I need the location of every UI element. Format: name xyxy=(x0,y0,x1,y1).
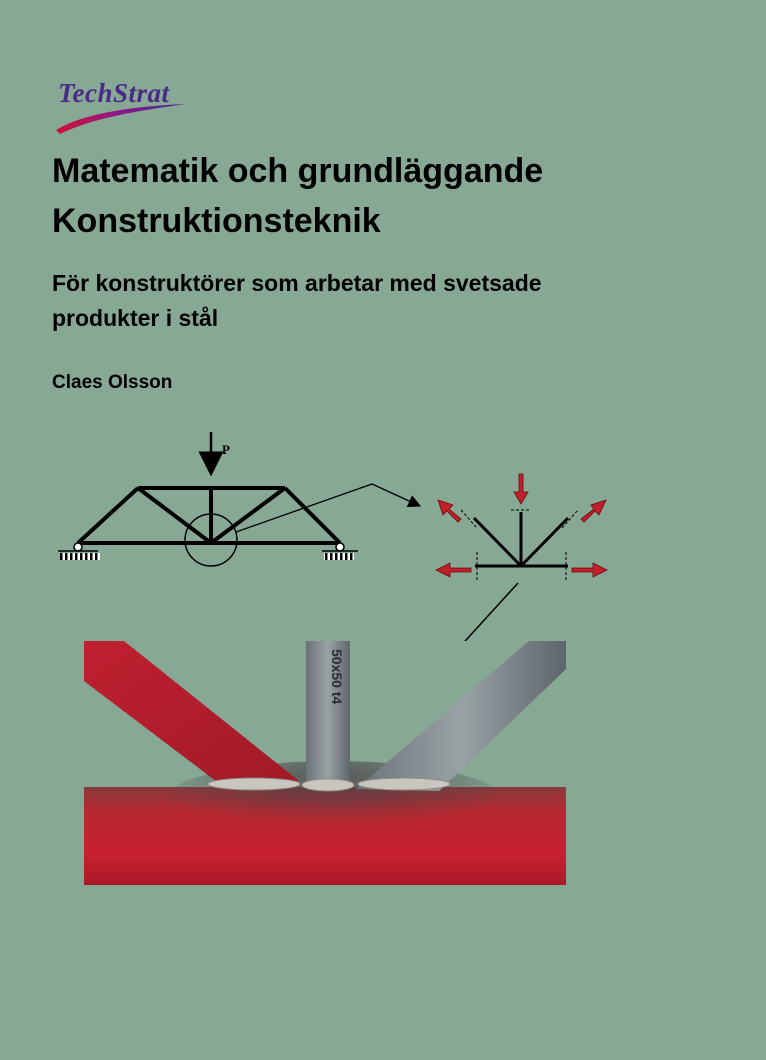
subtitle-line-1: För konstruktörer som arbetar med svetsade xyxy=(52,270,542,296)
techstrat-logo xyxy=(52,74,202,138)
subtitle xyxy=(52,266,732,336)
title-line-1: Matematik och grundläggande xyxy=(52,152,544,190)
welded-joint-photo xyxy=(84,641,566,885)
profile-marking: 50x50 t4 xyxy=(329,649,345,705)
author-name: Claes Olsson xyxy=(52,372,173,393)
page-title xyxy=(52,146,732,246)
detail-pointer-line xyxy=(236,484,420,532)
subtitle-line-2: produkter i stål xyxy=(52,305,219,331)
left-support xyxy=(58,543,100,560)
logo-text: TechStrat xyxy=(58,78,170,108)
node-detail xyxy=(436,474,607,580)
title-line-2: Konstruktionsteknik xyxy=(52,202,381,240)
load-label: P xyxy=(222,442,230,457)
right-support xyxy=(322,543,358,560)
weld-seams xyxy=(208,778,450,791)
truss xyxy=(78,488,340,543)
